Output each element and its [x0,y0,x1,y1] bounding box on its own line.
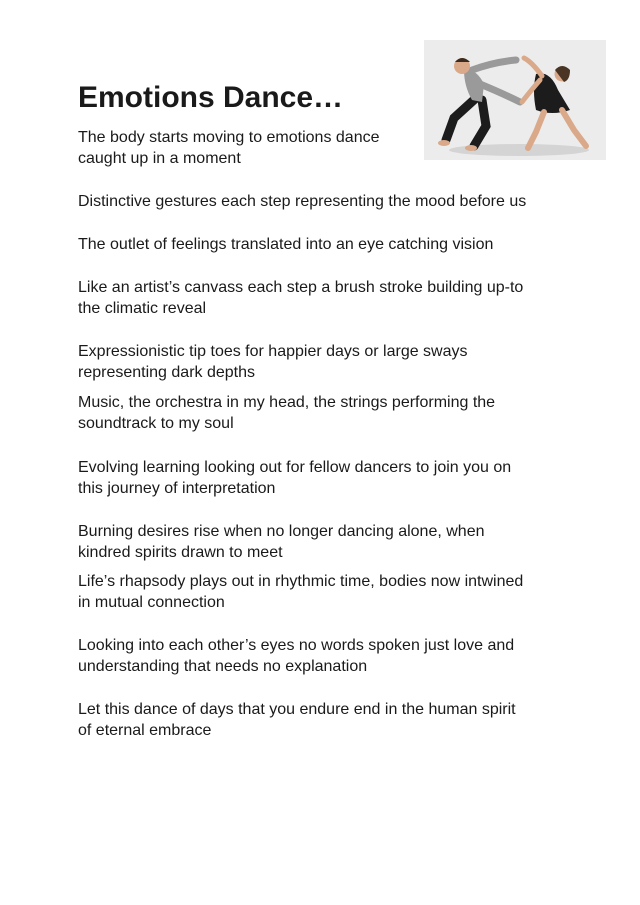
stanza-line: Life’s rhapsody plays out in rhythmic time, bodies now intwined [78,573,524,590]
stanza-10 [78,635,514,677]
stanza-line: understanding that needs no explanation [78,658,368,675]
stanza-line: caught up in a moment [78,150,241,167]
stanza-line: The outlet of feelings translated into an eye catching vision [78,236,494,253]
stanza-line: the climatic reveal [78,300,207,317]
stanza-line: Burning desires rise when no longer dancing alone, when [78,523,485,540]
stanza-line: Like an artist’s canvass each step a brush stroke building up-to [78,279,524,296]
stanza-11 [78,699,516,741]
stanza-line: Looking into each other’s eyes no words spoken just love and [78,637,515,654]
stanza-9 [78,571,523,613]
stanza-line: of eternal embrace [78,722,212,739]
stanza-line: representing dark depths [78,364,255,381]
stanza-line: Evolving learning looking out for fellow dancers to join you on [78,459,512,476]
dancers-photo [424,40,606,160]
stanza-4 [78,277,523,319]
poem-title: Emotions Dance… [78,81,344,114]
stanza-8 [78,521,484,563]
stanza-2 [78,191,526,212]
stanza-line: soundtrack to my soul [78,415,234,432]
stanza-1 [78,127,380,169]
stanza-line: kindred spirits drawn to meet [78,544,283,561]
stanza-line: in mutual connection [78,594,225,611]
stanza-line: The body starts moving to emotions dance [78,129,380,146]
stanza-3 [78,234,493,255]
stanza-6 [78,392,495,434]
stanza-line: Distinctive gestures each step representing the mood before us [78,193,527,210]
stanza-line: Music, the orchestra in my head, the strings performing the [78,394,496,411]
stanza-line: Expressionistic tip toes for happier days or large sways [78,343,468,360]
stanza-7 [78,457,511,499]
dancers-illustration [424,40,606,160]
stanza-5 [78,341,468,383]
stanza-line: this journey of interpretation [78,480,276,497]
stanza-line: Let this dance of days that you endure end in the human spirit [78,701,516,718]
